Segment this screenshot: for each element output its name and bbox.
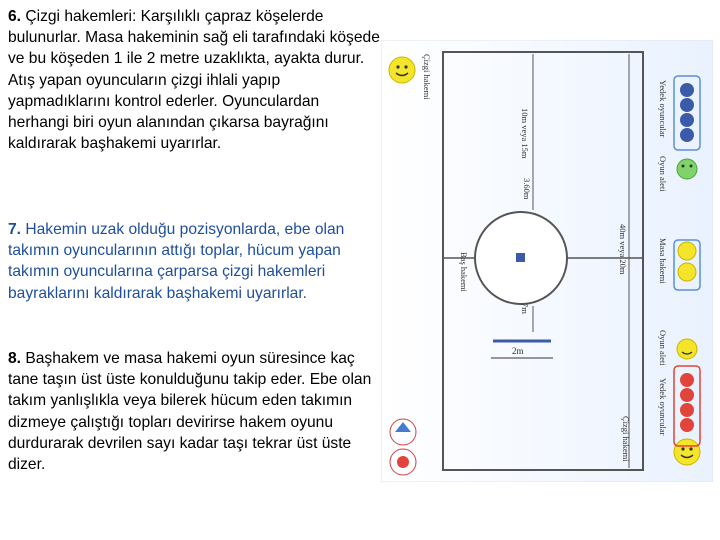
- label-dim-10m: 10m veya 15m: [520, 108, 530, 159]
- label-game-tool-bottom: Oyun aleti: [658, 330, 668, 366]
- label-dim-40m: 40m veya 20m: [618, 224, 628, 275]
- paragraph-text: Çizgi hakemleri: Karşılıklı çapraz köşelerde bulunurlar. Masa hakeminin sağ eli tarafındaki köşede ve bu köşeden 1 ile 2 metre uzaklıkta, ayakta durur. Atış yapan oyuncuların çizgi ihlali yapıp yapmadıklarını kontrol ederler. Oyunculardan herhangi biri oyun alanından çıkarsa bayrağını kaldırarak başhakemi uyarırlar.: [8, 8, 380, 153]
- paragraph-number: 8.: [8, 350, 22, 367]
- label-reserve-bottom: Yedek oyuncular: [658, 378, 668, 436]
- label-dim-3m: 3.60m: [522, 178, 532, 200]
- paragraph-number: 7.: [8, 221, 22, 238]
- paragraph-number: 6.: [8, 8, 22, 25]
- label-head-referee: Baş hakemi: [459, 252, 469, 292]
- head-referee-icon: [677, 339, 697, 359]
- label-dim-2m: 2m: [512, 346, 524, 356]
- paragraph-text: Başhakem ve masa hakemi oyun süresince kaç tane taşın üst üste konulduğunu takip eder. Ebe olan takım yanlışlıkla veya bilerek hücum eden takımın dizmeye çalıştığı topları devirirse hakem oyunu durdurarak devrilen sayı kadar taşı tekrar üst üste dizer.: [8, 350, 372, 474]
- label-line-judge-top: Çizgi hakemi: [422, 54, 432, 100]
- line-judge-top-icon: [389, 57, 415, 83]
- label-reserve-top: Yedek oyuncular: [658, 80, 668, 138]
- paragraph-text: Hakemin uzak olduğu pozisyonlarda, ebe olan takımın oyuncularının attığı toplar, hücum yapan takımın oyuncularına çarparsa çizgi hakemleri bayraklarını kaldırarak başhakemi uyarırlar.: [8, 221, 345, 302]
- paragraph-8: [8, 348, 380, 475]
- paragraph-6: [8, 6, 380, 154]
- court-diagram: [381, 40, 713, 482]
- label-line-judge-bottom: Çizgi hakemi: [621, 416, 631, 462]
- label-game-tool-top: Oyun aleti: [658, 156, 668, 192]
- line-judge-bottom-icon: [674, 439, 700, 465]
- center-mark: [516, 253, 525, 262]
- paragraph-7: [8, 219, 380, 304]
- label-table-judge: Masa hakemi: [658, 238, 668, 284]
- green-player-icon: [677, 159, 697, 179]
- label-dim-7m: 7m: [520, 303, 530, 314]
